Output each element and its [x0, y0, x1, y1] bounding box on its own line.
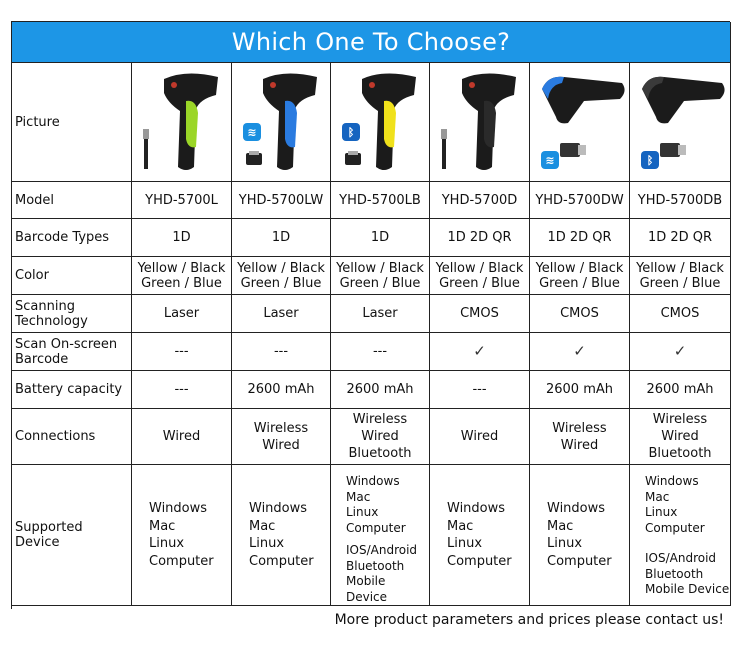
barcode-cell: 1D 2D QR — [430, 219, 530, 257]
battery-cell: --- — [430, 371, 530, 409]
connections-cell — [132, 409, 232, 465]
color-line: Green / Blue — [240, 275, 322, 291]
battery-cell: 2600 mAh — [331, 371, 430, 409]
row-label-color: Color — [12, 257, 132, 295]
barcode-cell: 1D 2D QR — [630, 219, 731, 257]
devices-cell — [331, 465, 430, 606]
devices-cell — [232, 465, 331, 606]
scanner-image — [638, 69, 728, 129]
connections-cell — [331, 409, 430, 465]
picture-yhd-5700lw — [232, 63, 331, 182]
device-item: IOS/Android — [645, 551, 717, 565]
scanner-image — [156, 69, 226, 177]
page-title: Which One To Choose? — [12, 22, 731, 63]
device-item: Linux — [645, 505, 678, 519]
connections-cell — [630, 409, 731, 465]
row-label-barcode-types: Barcode Types — [12, 219, 132, 257]
usb-cable-icon — [438, 129, 450, 169]
wifi-icon: ≋ — [243, 123, 261, 141]
connection-item: Wired — [361, 429, 399, 444]
usb-cable-icon — [140, 129, 152, 169]
device-item: Computer — [346, 520, 406, 535]
tech-cell: Laser — [232, 295, 331, 333]
barcode-cell: 1D — [232, 219, 331, 257]
device-item: Linux — [249, 536, 285, 551]
color-line: Yellow / Black — [636, 260, 724, 276]
scanner-image — [454, 69, 524, 177]
device-item: Linux — [447, 536, 483, 551]
usb-dongle-icon — [660, 141, 686, 157]
color-line: Yellow / Black — [535, 260, 624, 276]
connection-item: Wireless — [552, 420, 607, 436]
color-line: Yellow / Black — [137, 260, 226, 276]
device-item: Mobile Device — [645, 582, 730, 596]
device-item: Mac — [149, 518, 176, 534]
row-label-connections: Connections — [12, 409, 132, 465]
color-line: Green / Blue — [141, 275, 222, 291]
device-item: Mac — [547, 518, 574, 534]
connection-item: Wired — [460, 429, 499, 444]
picture-yhd-5700l — [132, 63, 232, 182]
check-icon: ✓ — [430, 333, 530, 371]
scanner-image — [538, 69, 628, 129]
row-label-scanning-technology: Scanning Technology — [12, 295, 132, 333]
color-line: Yellow / Black — [237, 260, 325, 276]
device-item: Windows — [149, 501, 208, 516]
picture-yhd-5700dw — [530, 63, 630, 182]
color-line: Green / Blue — [339, 275, 421, 291]
bluetooth-icon: ᛒ — [641, 151, 659, 169]
usb-dongle-icon — [560, 141, 586, 157]
connection-item: Wired — [560, 437, 599, 453]
color-line: Yellow / Black — [435, 260, 524, 276]
contact-note: More product parameters and prices please contact us! — [334, 612, 724, 628]
color-cell — [331, 257, 430, 295]
device-item: Computer — [249, 553, 314, 569]
bluetooth-icon: ᛒ — [342, 123, 360, 141]
battery-cell: 2600 mAh — [630, 371, 731, 409]
barcode-cell: 1D 2D QR — [530, 219, 630, 257]
device-item: Mobile Device — [346, 574, 388, 604]
device-item: IOS/Android — [346, 543, 418, 557]
scanner-image — [354, 69, 424, 177]
device-item: Bluetooth — [346, 558, 405, 573]
scanner-image — [255, 69, 325, 177]
check-icon: ✓ — [530, 333, 630, 371]
row-label-battery: Battery capacity — [12, 371, 132, 409]
devices-cell — [430, 465, 530, 606]
connections-cell — [430, 409, 530, 465]
tech-cell: CMOS — [630, 295, 731, 333]
color-line: Yellow / Black — [336, 260, 424, 276]
connection-item: Bluetooth — [648, 446, 712, 461]
color-cell — [232, 257, 331, 295]
model-cell: YHD-5700L — [132, 182, 232, 219]
device-item: Mac — [249, 518, 276, 534]
devices-cell — [530, 465, 630, 606]
device-item: Linux — [149, 536, 185, 551]
picture-yhd-5700db — [630, 63, 731, 182]
usb-dongle-icon — [246, 151, 262, 165]
connection-item: Wireless — [652, 412, 708, 427]
device-item: Windows — [547, 501, 606, 516]
device-item: Computer — [149, 553, 214, 569]
connection-item: Wired — [661, 429, 699, 444]
model-cell: YHD-5700LB — [331, 182, 430, 219]
color-cell — [630, 257, 731, 295]
device-item: Computer — [447, 553, 512, 569]
row-label-picture: Picture — [12, 63, 132, 182]
device-item: Mac — [447, 518, 474, 534]
onscreen-cell: --- — [331, 333, 430, 371]
barcode-cell: 1D — [331, 219, 430, 257]
model-cell: YHD-5700DW — [530, 182, 630, 219]
connection-item: Wired — [262, 437, 300, 453]
color-line: Green / Blue — [639, 275, 721, 291]
color-cell — [530, 257, 630, 295]
device-item: Bluetooth — [645, 566, 704, 581]
connection-item: Wireless — [352, 412, 408, 427]
check-icon: ✓ — [630, 333, 731, 371]
device-item: Windows — [447, 501, 506, 516]
model-cell: YHD-5700D — [430, 182, 530, 219]
devices-cell — [132, 465, 232, 606]
model-cell: YHD-5700LW — [232, 182, 331, 219]
color-cell — [132, 257, 232, 295]
device-item: Computer — [547, 553, 612, 569]
connection-item: Wireless — [253, 420, 309, 436]
row-label-model: Model — [12, 182, 132, 219]
tech-cell: CMOS — [530, 295, 630, 333]
onscreen-cell: --- — [232, 333, 331, 371]
tech-cell: Laser — [331, 295, 430, 333]
connections-cell — [232, 409, 331, 465]
row-label-supported-device: Supported Device — [12, 465, 132, 606]
row-label-scan-onscreen: Scan On-screen Barcode — [12, 333, 132, 371]
battery-cell: --- — [132, 371, 232, 409]
tech-cell: CMOS — [430, 295, 530, 333]
battery-cell: 2600 mAh — [530, 371, 630, 409]
battery-cell: 2600 mAh — [232, 371, 331, 409]
devices-cell — [630, 465, 731, 606]
device-item: Windows — [645, 474, 699, 488]
wifi-icon: ≋ — [541, 151, 559, 169]
onscreen-cell: --- — [132, 333, 232, 371]
device-item: Mac — [645, 489, 670, 504]
tech-cell: Laser — [132, 295, 232, 333]
model-cell: YHD-5700DB — [630, 182, 731, 219]
connections-cell — [530, 409, 630, 465]
connection-item: Wired — [162, 429, 201, 444]
picture-yhd-5700d — [430, 63, 530, 182]
device-item: Linux — [346, 505, 379, 519]
device-item: Windows — [249, 501, 308, 516]
device-item: Computer — [645, 520, 705, 535]
usb-dongle-icon — [345, 151, 361, 165]
connection-item: Bluetooth — [348, 446, 412, 461]
device-item: Windows — [346, 474, 400, 488]
color-line: Green / Blue — [539, 275, 620, 291]
barcode-cell: 1D — [132, 219, 232, 257]
device-item: Linux — [547, 536, 583, 551]
color-cell — [430, 257, 530, 295]
comparison-table — [11, 21, 730, 609]
color-line: Green / Blue — [439, 275, 520, 291]
device-item: Mac — [346, 489, 371, 504]
picture-yhd-5700lb — [331, 63, 430, 182]
